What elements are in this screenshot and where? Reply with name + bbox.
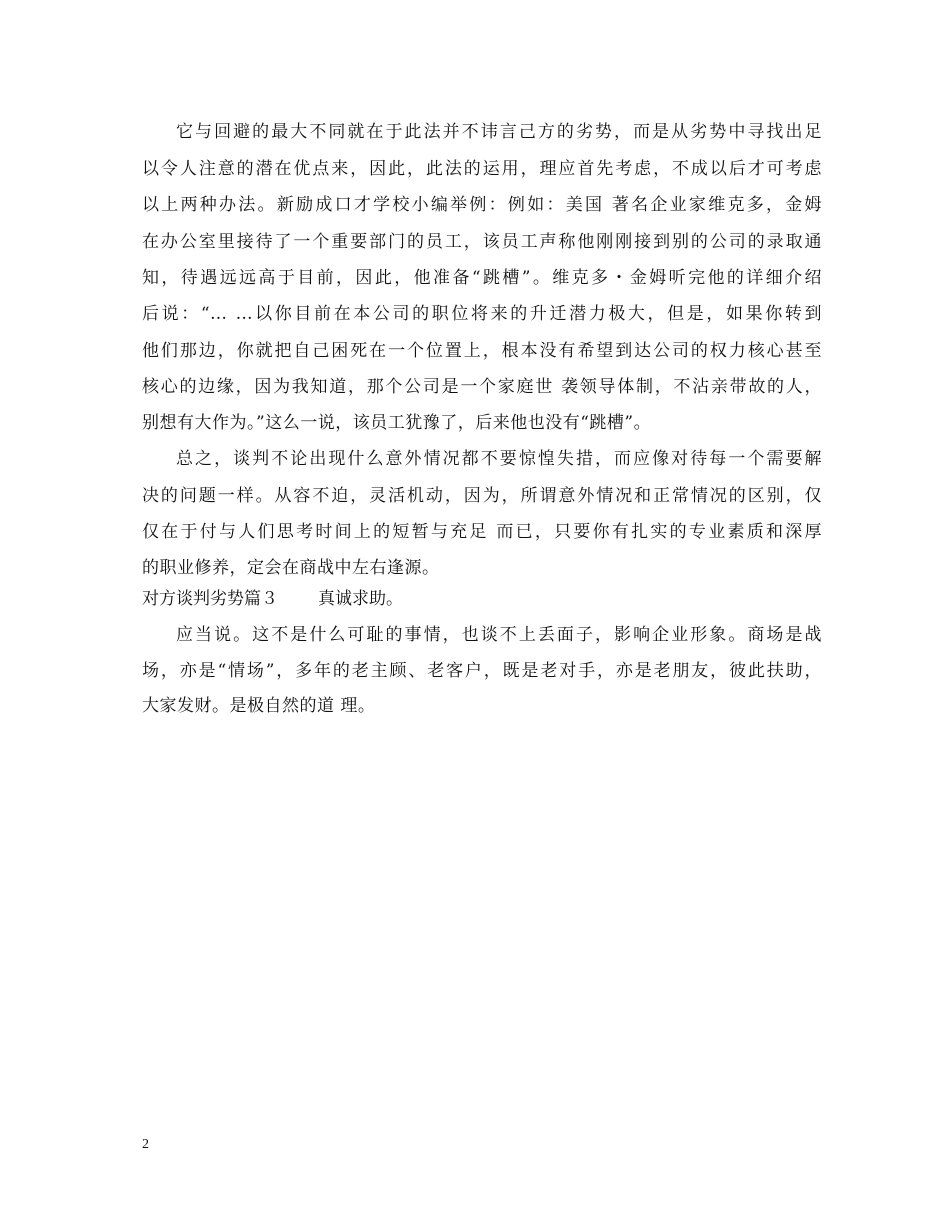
paragraph-line: 场，亦是“情场”，多年的老主顾、老客户，既是老对手，亦是老朋友，彼此扶助， <box>142 661 822 681</box>
paragraph-line: 核心的边缘，因为我知道，那个公司是一个家庭世 袭领导体制，不沾亲带故的人， <box>142 377 822 397</box>
paragraph-line: 决的问题一样。从容不迫，灵活机动，因为，所谓意外情况和正常情况的区别，仅 <box>142 486 822 506</box>
paragraph-line: 后说：“… …以你目前在本公司的职位将来的升迁潜力极大，但是，如果你转到 <box>142 304 822 324</box>
paragraph-line: 以上两种办法。新励成口才学校小编举例：例如：美国 著名企业家维克多，金姆 <box>142 195 822 215</box>
paragraph-line: 仅在于付与人们思考时间上的短暂与充足 而已，只要你有扎实的专业素质和深厚 <box>142 522 822 542</box>
paragraph-line: 他们那边，你就把自己困死在一个位置上，根本没有希望到达公司的权力核心甚至 <box>142 341 822 361</box>
paragraph-line: 的职业修养，定会在商战中左右逢源。 <box>142 558 440 578</box>
paragraph-line: 应当说。这不是什么可耻的事情，也谈不上丢面子，影响企业形象。商场是战 <box>176 625 822 645</box>
page-number: 2 <box>142 1137 149 1152</box>
section-heading <box>142 589 403 609</box>
paragraph-line: 大家发财。是极自然的道 理。 <box>142 696 376 716</box>
paragraph-line: 以令人注意的潜在优点来，因此，此法的运用，理应首先考虑，不成以后才可考虑 <box>142 159 822 179</box>
paragraph-line: 总之，谈判不论出现什么意外情况都不要惊惶失措，而应像对待每一个需要解 <box>176 449 822 469</box>
section-heading-subtitle: 真诚求助。 <box>318 589 403 609</box>
section-heading-title: 对方谈判劣势篇３ <box>142 589 278 609</box>
paragraph-line: 它与回避的最大不同就在于此法并不讳言己方的劣势，而是从劣势中寻找出足 <box>176 122 822 142</box>
paragraph-line: 在办公室里接待了一个重要部门的员工，该员工声称他刚刚接到别的公司的录取通 <box>142 232 822 252</box>
paragraph-line: 知，待遇远远高于目前，因此，他准备“跳槽”。维克多・金姆听完他的详细介绍 <box>142 268 822 288</box>
paragraph-line: 别想有大作为。”这么一说，该员工犹豫了，后来他也没有“跳槽”。 <box>142 413 652 433</box>
